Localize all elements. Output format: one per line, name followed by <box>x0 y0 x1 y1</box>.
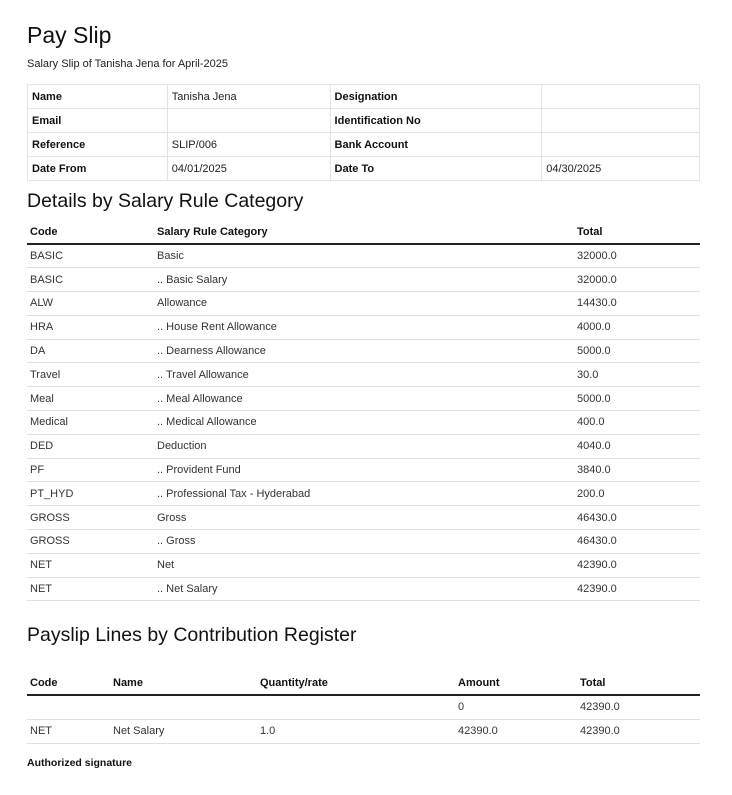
info-row <box>28 157 700 181</box>
cell-category: .. Net Salary <box>154 577 574 601</box>
table-row <box>27 363 700 387</box>
column-header-amount: Amount <box>455 671 577 695</box>
column-header-category: Salary Rule Category <box>154 220 574 244</box>
table-row <box>27 695 700 719</box>
cell-category: .. House Rent Allowance <box>154 315 574 339</box>
cell-category: .. Provident Fund <box>154 458 574 482</box>
cell-category: .. Basic Salary <box>154 268 574 292</box>
cell-total: 32000.0 <box>574 244 700 268</box>
cell-code: NET <box>27 577 154 601</box>
employee-info-table <box>27 84 700 181</box>
cell-quantity: 1.0 <box>257 719 455 743</box>
date-from-value: 04/01/2025 <box>167 157 330 181</box>
column-header-quantity: Quantity/rate <box>257 671 455 695</box>
designation-value <box>542 85 700 109</box>
bank-account-value <box>542 133 700 157</box>
table-row <box>27 458 700 482</box>
cell-code: Travel <box>27 363 154 387</box>
table-row <box>27 387 700 411</box>
name-label: Name <box>28 85 168 109</box>
table-row <box>27 339 700 363</box>
cell-total: 14430.0 <box>574 292 700 316</box>
reference-label: Reference <box>28 133 168 157</box>
cell-code: ALW <box>27 292 154 316</box>
cell-total: 32000.0 <box>574 268 700 292</box>
table-row <box>27 244 700 268</box>
cell-code: Meal <box>27 387 154 411</box>
email-label: Email <box>28 109 168 133</box>
cell-code: Medical <box>27 411 154 435</box>
cell-total: 30.0 <box>574 363 700 387</box>
cell-total: 400.0 <box>574 411 700 435</box>
cell-total: 200.0 <box>574 482 700 506</box>
cell-code <box>27 695 110 719</box>
cell-category: .. Dearness Allowance <box>154 339 574 363</box>
cell-code: PT_HYD <box>27 482 154 506</box>
table-row <box>27 411 700 435</box>
contribution-section-heading: Payslip Lines by Contribution Register <box>27 624 357 646</box>
cell-total: 42390.0 <box>577 695 700 719</box>
page-title: Pay Slip <box>27 22 112 48</box>
cell-total: 42390.0 <box>577 719 700 743</box>
cell-code: BASIC <box>27 244 154 268</box>
cell-code: DA <box>27 339 154 363</box>
table-row <box>27 506 700 530</box>
cell-category: Deduction <box>154 434 574 458</box>
table-row <box>27 434 700 458</box>
email-value <box>167 109 330 133</box>
cell-category: Allowance <box>154 292 574 316</box>
info-row <box>28 85 700 109</box>
cell-code: GROSS <box>27 506 154 530</box>
reference-value: SLIP/006 <box>167 133 330 157</box>
date-to-label: Date To <box>330 157 542 181</box>
cell-category: .. Medical Allowance <box>154 411 574 435</box>
cell-total: 42390.0 <box>574 577 700 601</box>
cell-total: 46430.0 <box>574 530 700 554</box>
cell-code: NET <box>27 553 154 577</box>
cell-category: .. Gross <box>154 530 574 554</box>
cell-code: NET <box>27 719 110 743</box>
column-header-total: Total <box>577 671 700 695</box>
cell-category: .. Professional Tax - Hyderabad <box>154 482 574 506</box>
bank-account-label: Bank Account <box>330 133 542 157</box>
cell-total: 3840.0 <box>574 458 700 482</box>
cell-name: Net Salary <box>110 719 257 743</box>
cell-quantity <box>257 695 455 719</box>
column-header-name: Name <box>110 671 257 695</box>
cell-amount: 0 <box>455 695 577 719</box>
cell-category: Basic <box>154 244 574 268</box>
table-row <box>27 268 700 292</box>
cell-amount: 42390.0 <box>455 719 577 743</box>
cell-code: BASIC <box>27 268 154 292</box>
cell-code: DED <box>27 434 154 458</box>
page-subtitle: Salary Slip of Tanisha Jena for April-2025 <box>27 58 228 70</box>
table-header-row <box>27 671 700 695</box>
cell-total: 4040.0 <box>574 434 700 458</box>
table-row <box>27 719 700 743</box>
info-row <box>28 133 700 157</box>
identification-value <box>542 109 700 133</box>
cell-total: 5000.0 <box>574 387 700 411</box>
table-row <box>27 553 700 577</box>
table-header-row <box>27 220 700 244</box>
contribution-table <box>27 671 700 744</box>
column-header-code: Code <box>27 671 110 695</box>
column-header-total: Total <box>574 220 700 244</box>
table-row <box>27 292 700 316</box>
cell-category: .. Meal Allowance <box>154 387 574 411</box>
column-header-code: Code <box>27 220 154 244</box>
authorized-signature-label: Authorized signature <box>27 757 133 769</box>
salary-rule-table <box>27 220 700 601</box>
rules-section-heading: Details by Salary Rule Category <box>27 190 304 212</box>
cell-category: Gross <box>154 506 574 530</box>
identification-label: Identification No <box>330 109 542 133</box>
cell-category: Net <box>154 553 574 577</box>
cell-code: PF <box>27 458 154 482</box>
designation-label: Designation <box>330 85 542 109</box>
table-row <box>27 577 700 601</box>
table-row <box>27 315 700 339</box>
cell-total: 42390.0 <box>574 553 700 577</box>
cell-code: HRA <box>27 315 154 339</box>
name-value: Tanisha Jena <box>167 85 330 109</box>
cell-category: .. Travel Allowance <box>154 363 574 387</box>
cell-total: 5000.0 <box>574 339 700 363</box>
date-from-label: Date From <box>28 157 168 181</box>
cell-code: GROSS <box>27 530 154 554</box>
cell-total: 4000.0 <box>574 315 700 339</box>
info-row <box>28 109 700 133</box>
table-row <box>27 482 700 506</box>
table-row <box>27 530 700 554</box>
cell-name <box>110 695 257 719</box>
date-to-value: 04/30/2025 <box>542 157 700 181</box>
cell-total: 46430.0 <box>574 506 700 530</box>
